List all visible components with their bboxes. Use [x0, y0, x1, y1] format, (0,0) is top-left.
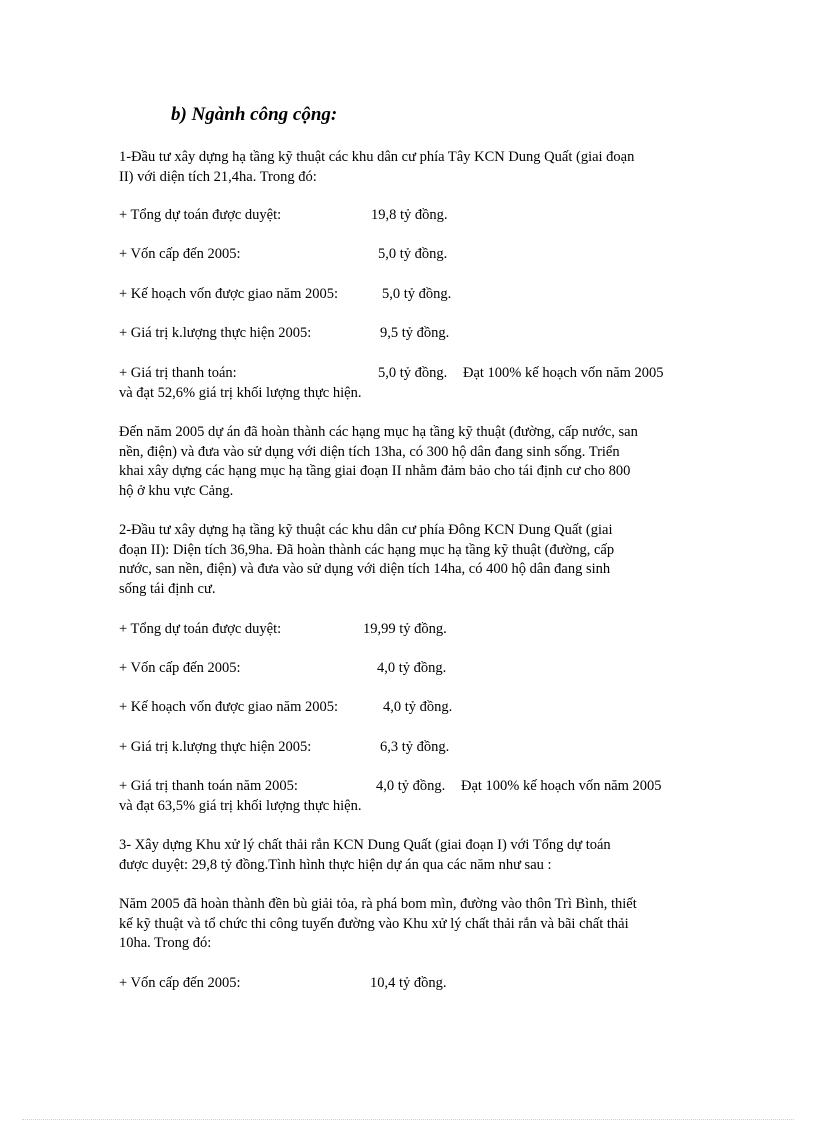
item-label: + Kế hoạch vốn được giao năm 2005:	[119, 699, 339, 715]
s2-item-total	[119, 620, 447, 640]
text-line: hộ ở khu vực Cảng.	[119, 482, 234, 499]
item-value: 5,0 tỷ đồng.	[378, 246, 448, 262]
s1-paragraph	[119, 423, 699, 501]
item-value: 6,3 tỷ đồng.	[380, 739, 450, 755]
s1-item-plan	[119, 285, 452, 305]
item-label: + Giá trị k.lượng thực hiện 2005:	[119, 325, 312, 341]
s3-paragraph	[119, 895, 699, 954]
text-line: kế kỹ thuật và tổ chức thi công tuyến đường vào Khu xử lý chất thải rắn và bãi chất thải	[119, 915, 629, 932]
s1-item-total	[119, 206, 448, 226]
text-line: được duyệt: 29,8 tỷ đồng.Tình hình thực hiện dự án qua các năm như sau :	[119, 856, 552, 873]
s2-item-payment	[119, 777, 662, 797]
s2-intro	[119, 521, 699, 599]
s1-item-volume	[119, 324, 450, 344]
item-value: 10,4 tỷ đồng.	[370, 975, 447, 991]
s1-item-capital	[119, 245, 448, 265]
text-line: nền, điện) và đưa vào sử dụng với diện tích 13ha, có 300 hộ dân đang sinh sống. Triển	[119, 443, 620, 460]
item-value: 19,8 tỷ đồng.	[371, 207, 448, 223]
text-line: nước, san nền, điện) và đưa vào sử dụng với diện tích 14ha, có 400 hộ dân đang sinh	[119, 561, 611, 577]
s1-intro	[119, 148, 699, 187]
item-value: 5,0 tỷ đồng.	[378, 365, 448, 381]
item-label: + Giá trị k.lượng thực hiện 2005:	[119, 739, 312, 755]
item-label: + Vốn cấp đến 2005:	[119, 246, 241, 262]
item-label: + Vốn cấp đến 2005:	[119, 975, 241, 991]
s1-item-payment-line2: và đạt 52,6% giá trị khối lượng thực hiện.	[119, 385, 362, 401]
s2-item-capital	[119, 659, 447, 679]
section-heading: b) Ngành công cộng:	[171, 104, 338, 125]
text-line: Năm 2005 đã hoàn thành đền bù giải tỏa, rà phá bom mìn, đường vào thôn Trì Bình, thiết	[119, 896, 637, 912]
item-label: + Kế hoạch vốn được giao năm 2005:	[119, 286, 339, 302]
item-value: 4,0 tỷ đồng.	[383, 699, 453, 715]
text-line: đoạn II): Diện tích 36,9ha. Đã hoàn thành các hạng mục hạ tầng kỹ thuật (đường, cấp	[119, 541, 615, 558]
text-line: Đến năm 2005 dự án đã hoàn thành các hạng mục hạ tầng kỹ thuật (đường, cấp nước, san	[119, 424, 638, 440]
item-note: Đạt 100% kế hoạch vốn năm 2005	[461, 778, 662, 794]
s2-item-payment-line2: và đạt 63,5% giá trị khối lượng thực hiện.	[119, 798, 362, 814]
item-label: + Tổng dự toán được duyệt:	[119, 207, 282, 223]
text-line: khai xây dựng các hạng mục hạ tầng giai đoạn II nhằm đảm bảo cho tái định cư cho 800	[119, 463, 631, 479]
item-note: Đạt 100% kế hoạch vốn năm 2005	[463, 365, 664, 381]
item-label: + Giá trị thanh toán:	[119, 365, 237, 381]
s3-intro	[119, 836, 699, 875]
text-line: 1-Đầu tư xây dựng hạ tầng kỹ thuật các khu dân cư phía Tây KCN Dung Quất (giai đoạn	[119, 149, 635, 165]
s3-item-capital	[119, 974, 447, 994]
item-value: 4,0 tỷ đồng.	[376, 778, 446, 794]
s2-item-plan	[119, 698, 453, 718]
item-value: 9,5 tỷ đồng.	[380, 325, 450, 341]
page-bottom-divider	[22, 1119, 794, 1120]
text-line: sống tái định cư.	[119, 580, 216, 597]
item-label: + Giá trị thanh toán năm 2005:	[119, 778, 298, 794]
s1-item-payment	[119, 364, 664, 384]
item-value: 5,0 tỷ đồng.	[382, 286, 452, 302]
text-line: 10ha. Trong đó:	[119, 935, 212, 951]
text-line: 2-Đầu tư xây dựng hạ tầng kỹ thuật các khu dân cư phía Đông KCN Dung Quất (giai	[119, 522, 613, 538]
text-line: 3- Xây dựng Khu xử lý chất thải rắn KCN Dung Quất (giai đoạn I) với Tổng dự toán	[119, 837, 611, 853]
item-value: 4,0 tỷ đồng.	[377, 660, 447, 676]
s2-item-volume	[119, 738, 450, 758]
item-label: + Vốn cấp đến 2005:	[119, 660, 241, 676]
item-label: + Tổng dự toán được duyệt:	[119, 621, 282, 637]
item-value: 19,99 tỷ đồng.	[363, 621, 447, 637]
text-line: II) với diện tích 21,4ha. Trong đó:	[119, 168, 317, 185]
